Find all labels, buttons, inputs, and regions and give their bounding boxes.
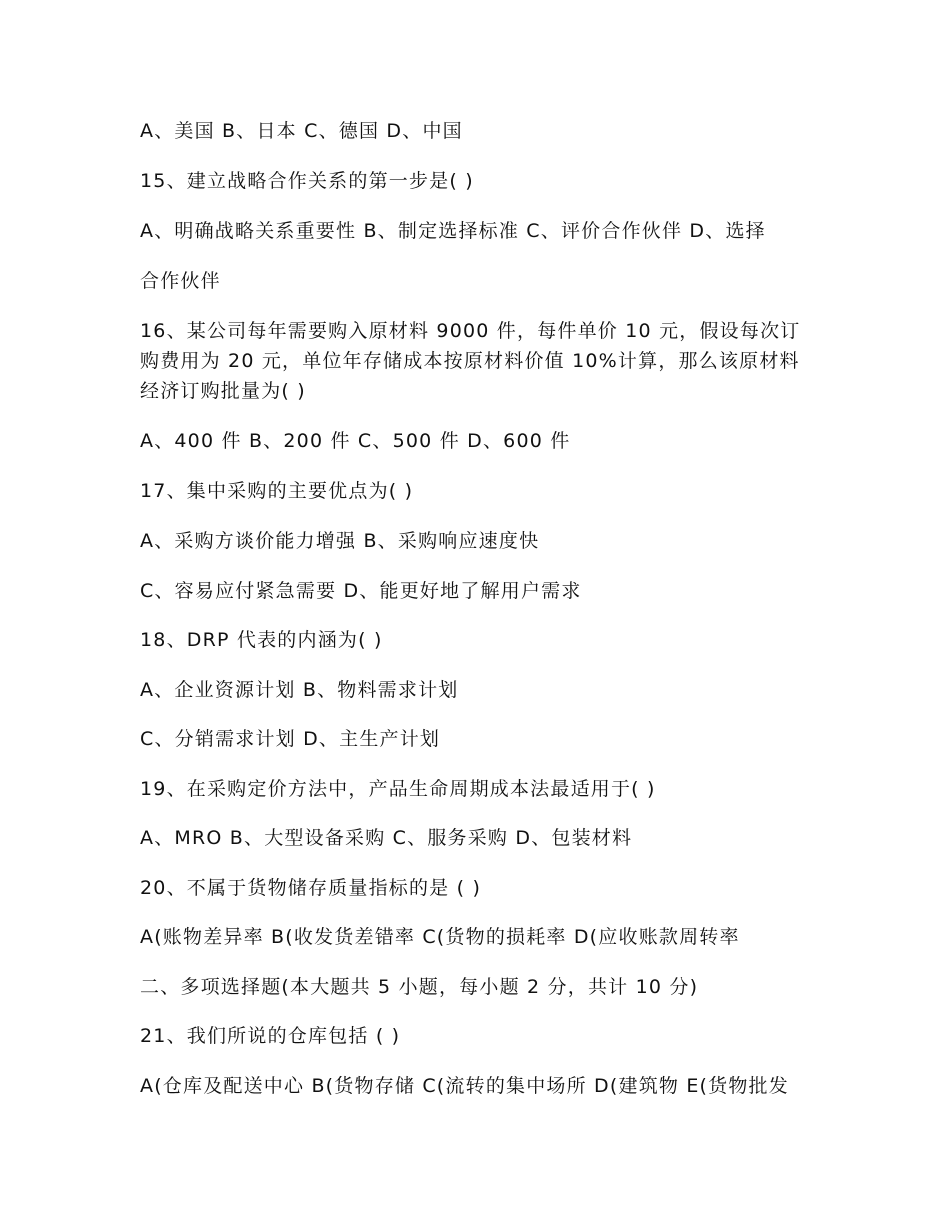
- option-line-q18-part1: A、企业资源计划 B、物料需求计划: [140, 679, 459, 701]
- option-line-q17-part2: C、容易应付紧急需要 D、能更好地了解用户需求: [140, 580, 582, 602]
- question-16-line1: 16、某公司每年需要购入原材料 9000 件，每件单价 10 元，假设每次订: [140, 320, 801, 342]
- option-line-q15-part1: A、明确战略关系重要性 B、制定选择标准 C、评价合作伙伴 D、选择: [140, 220, 766, 242]
- option-line-q18-part2: C、分销需求计划 D、主生产计划: [140, 728, 441, 750]
- option-line-q15-part2: 合作伙伴: [140, 270, 221, 292]
- question-20: 20、不属于货物储存质量指标的是 ( ): [140, 877, 482, 899]
- option-line-q19: A、MRO B、大型设备采购 C、服务采购 D、包装材料: [140, 827, 633, 849]
- section-heading-multiple-choice: 二、多项选择题(本大题共 5 小题，每小题 2 分，共计 10 分): [140, 976, 699, 998]
- option-line-q21: A(仓库及配送中心 B(货物存储 C(流转的集中场所 D(建筑物 E(货物批发: [140, 1075, 789, 1097]
- question-15: 15、建立战略合作关系的第一步是( ): [140, 170, 474, 192]
- question-17: 17、集中采购的主要优点为( ): [140, 480, 414, 502]
- option-line-q16: A、400 件 B、200 件 C、500 件 D、600 件: [140, 430, 571, 452]
- question-19: 19、在采购定价方法中，产品生命周期成本法最适用于( ): [140, 778, 656, 800]
- question-18: 18、DRP 代表的内涵为( ): [140, 629, 383, 651]
- option-line-q17-part1: A、采购方谈价能力增强 B、采购响应速度快: [140, 530, 540, 552]
- question-16-line2: 购费用为 20 元，单位年存储成本按原材料价值 10%计算，那么该原材料: [140, 350, 800, 372]
- question-16-line3: 经济订购批量为( ): [140, 380, 306, 402]
- option-line-q14: A、美国 B、日本 C、德国 D、中国: [140, 120, 463, 142]
- question-21: 21、我们所说的仓库包括 ( ): [140, 1025, 401, 1047]
- option-line-q20: A(账物差异率 B(收发货差错率 C(货物的损耗率 D(应收账款周转率: [140, 926, 740, 948]
